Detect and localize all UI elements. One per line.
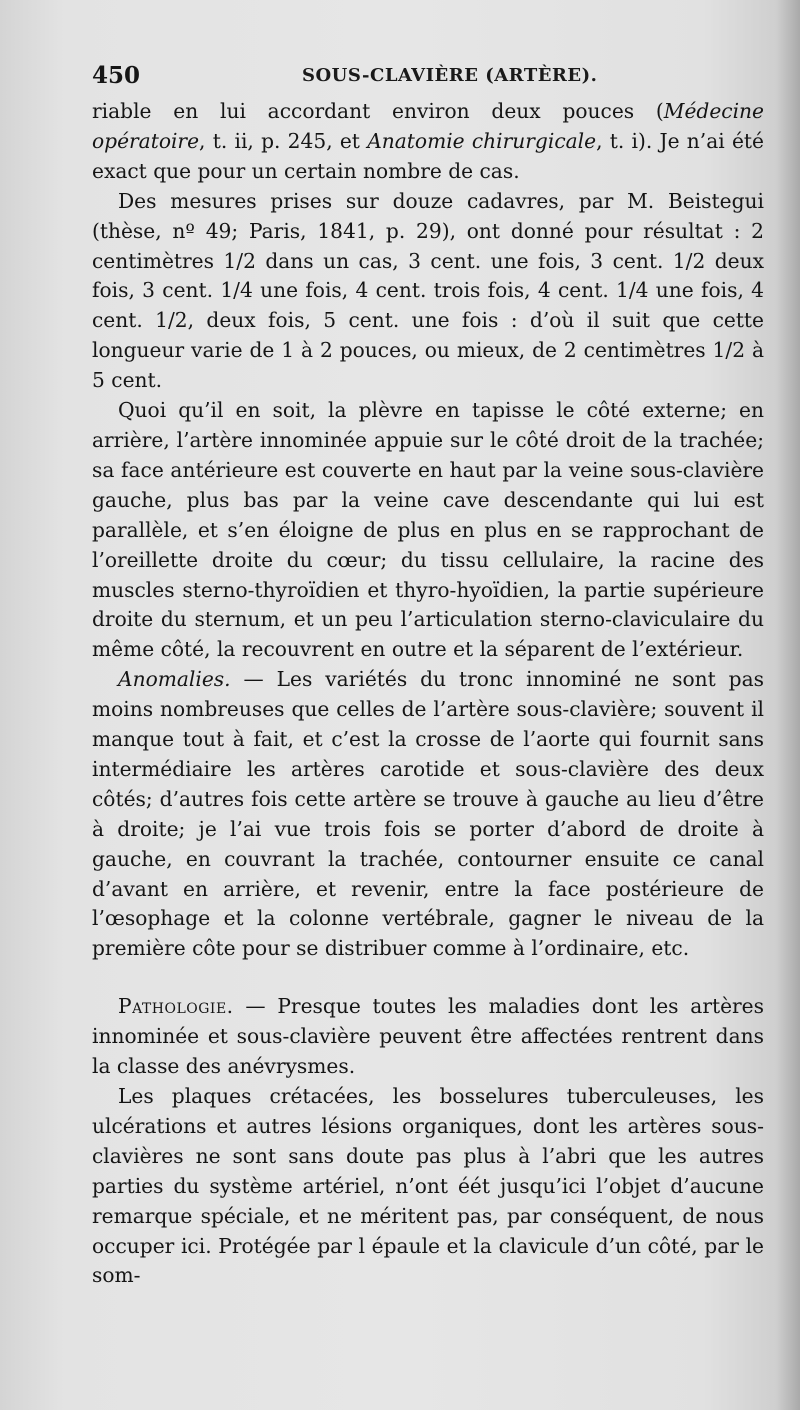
body-text	[92, 97, 764, 1291]
paragraph-1-title-anatomie: Anatomie chirurgicale	[367, 128, 597, 153]
page-header	[92, 62, 752, 92]
paragraph-1-title-medecine: Médecine opératoire	[92, 99, 764, 153]
anomalies-text: — Les variétés du tronc innominé ne sont pas moins nombreuses que celles de l’artère sous-clavière; souvent il manque tout à fait, et c’est la crosse de l’aorte qui fournit sans intermédiaire les artères carotide et sous-clavière des deux côtés; d’autres fois cette artère se trouve à gauche au lieu d’être à droite; je l’ai vue trois fois se porter d’abord de droite à gauche, en couvrant la trachée, contourner ensuite ce canal d’avant en arrière, et revenir, entre la face postérieure de l’œsophage et la colonne vertébrale, gagner le niveau de la première côte pour se distribuer comme à l’ordinaire, etc.	[92, 667, 764, 961]
paragraph-relations: Quoi qu’il en soit, la plèvre en tapisse le côté externe; en arrière, l’artère innominée appuie sur le côté droit de la trachée; sa face antérieure est couverte en haut par la veine sous-clavière gauche, plus bas par la veine cave descendante qui lui est parallèle, et s’en éloigne de plus en plus en se rapprochant de l’oreillette droite du cœur; du tissu cellulaire, la racine des muscles sterno-thyroïdien et thyro-hyoïdien, la partie supérieure droite du sternum, et un peu l’articulation sterno-claviculaire du même côté, la recouvrent en outre et la séparent de l’extérieur.	[92, 398, 764, 662]
paragraph-pathologie	[92, 992, 764, 1082]
paragraph-anomalies	[92, 665, 764, 964]
paragraph-continuation	[92, 97, 764, 187]
paragraph-1-text-c: , t. ii, p. 245, et	[199, 128, 368, 153]
paragraph-1-text-e: , t. i). Je n’ai été exact que pour un certain nombre de cas.	[92, 128, 764, 183]
paragraph-measurements: Des mesures prises sur douze cadavres, par M. Beistegui (thèse, nº 49; Paris, 1841, p. 29), ont donné pour résultat : 2 centimètres 1/2 dans un cas, 3 cent. une fois, 3 cent. 1/2 deux fois, 3 cent. 1/4 une fois, 4 cent. trois fois, 4 cent. 1/4 une fois, 4 cent. 1/2, deux fois, 5 cent. une fois : d’où il suit que cette longueur varie de 1 à 2 pouces, ou mieux, de 2 centimètres 1/2 à 5 cent.	[92, 188, 764, 393]
pathologie-heading: Pathologie.	[118, 994, 234, 1019]
paragraph-1-text-a: riable en lui accordant environ deux pouces (	[92, 99, 664, 123]
paragraph-lesions: Les plaques crétacées, les bosselures tuberculeuses, les ulcérations et autres lésions organiques, dont les artères sous-clavières ne sont sans doute pas plus à l’abri que les autres parties du système artériel, n’ont éét jusqu’ici l’objet d’aucune remarque spéciale, et ne méritent pas, par conséquent, de nous occuper ici. Protégée par l épaule et la clavicule d’un côté, par le som-	[92, 1084, 764, 1288]
running-head: SOUS-CLAVIÈRE (ARTÈRE).	[302, 65, 598, 86]
anomalies-heading: Anomalies.	[118, 667, 231, 692]
pathologie-text: — Presque toutes les maladies dont les artères innominée et sous-clavière peuvent être affectées rentrent dans la classe des anévrysmes.	[92, 994, 764, 1079]
page-number: 450	[92, 62, 141, 89]
